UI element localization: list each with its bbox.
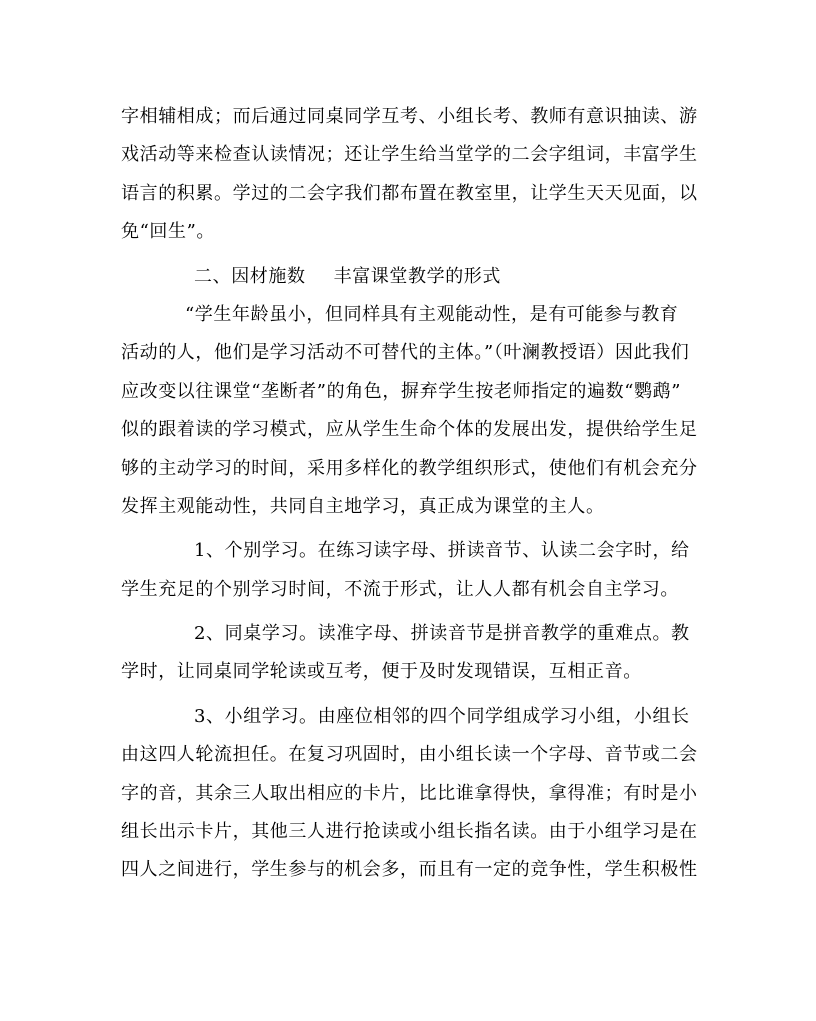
paragraph-line: 学生充足的个别学习时间，不流于形式，让人人都有机会自主学习。	[121, 578, 679, 600]
paragraph-line: 语言的积累。学过的二会字我们都布置在教室里，让学生天天见面，以	[121, 182, 698, 204]
paragraph-line: 由这四人轮流担任。在复习巩固时，由小组长读一个字母、音节或二会	[121, 744, 698, 766]
paragraph-line: 2、同桌学习。读准字母、拼读音节是拼音教学的重难点。教	[194, 623, 690, 645]
paragraph-line: 应改变以往课堂“垄断者”的角色，摒弃学生按老师指定的遍数“鹦鹉”	[121, 380, 682, 402]
paragraph-line: 四人之间进行，学生参与的机会多，而且有一定的竞争性，学生积极性	[121, 859, 698, 881]
paragraph-line: 字的音，其余三人取出相应的卡片，比比谁拿得快，拿得准；有时是小	[121, 782, 698, 804]
document-body	[121, 98, 701, 890]
paragraph-line: 够的主动学习的时间，采用多样化的教学组织形式，使他们有机会充分	[121, 457, 698, 479]
section-heading-number-title: 二、因材施数	[194, 265, 306, 287]
paragraph-line: 3、小组学习。由座位相邻的四个同学组成学习小组，小组长	[194, 705, 690, 727]
section-heading	[121, 258, 701, 296]
paragraph-line: 免“回生”。	[121, 221, 216, 243]
paragraph-line: 活动的人，他们是学习活动不可替代的主体。”（叶澜教授语）因此我们	[121, 342, 690, 364]
paragraph-line: 字相辅相成；而后通过同桌同学互考、小组长考、教师有意识抽读、游	[121, 106, 698, 127]
paragraph-line: “学生年龄虽小，但同样具有主观能动性，是有可能参与教育	[185, 303, 679, 325]
paragraph-line: 组长出示卡片，其他三人进行抢读或小组长指名读。由于小组学习是在	[121, 821, 698, 843]
paragraph-line: 学时，让同桌同学轮读或互考，便于及时发现错误，互相正音。	[121, 661, 642, 683]
paragraph-line: 发挥主观能动性，共同自主地学习，真正成为课堂的主人。	[121, 495, 605, 517]
paragraph-line: 1、个别学习。在练习读字母、拼读音节、认读二会字时，给	[194, 540, 690, 562]
paragraph-line: 似的跟着读的学习模式，应从学生生命个体的发展出发，提供给学生足	[121, 419, 698, 441]
paragraph-line: 戏活动等来检查认读情况；还让学生给当堂学的二会字组词，丰富学生	[121, 144, 698, 166]
section-heading-subtitle: 丰富课堂教学的形式	[333, 265, 502, 287]
